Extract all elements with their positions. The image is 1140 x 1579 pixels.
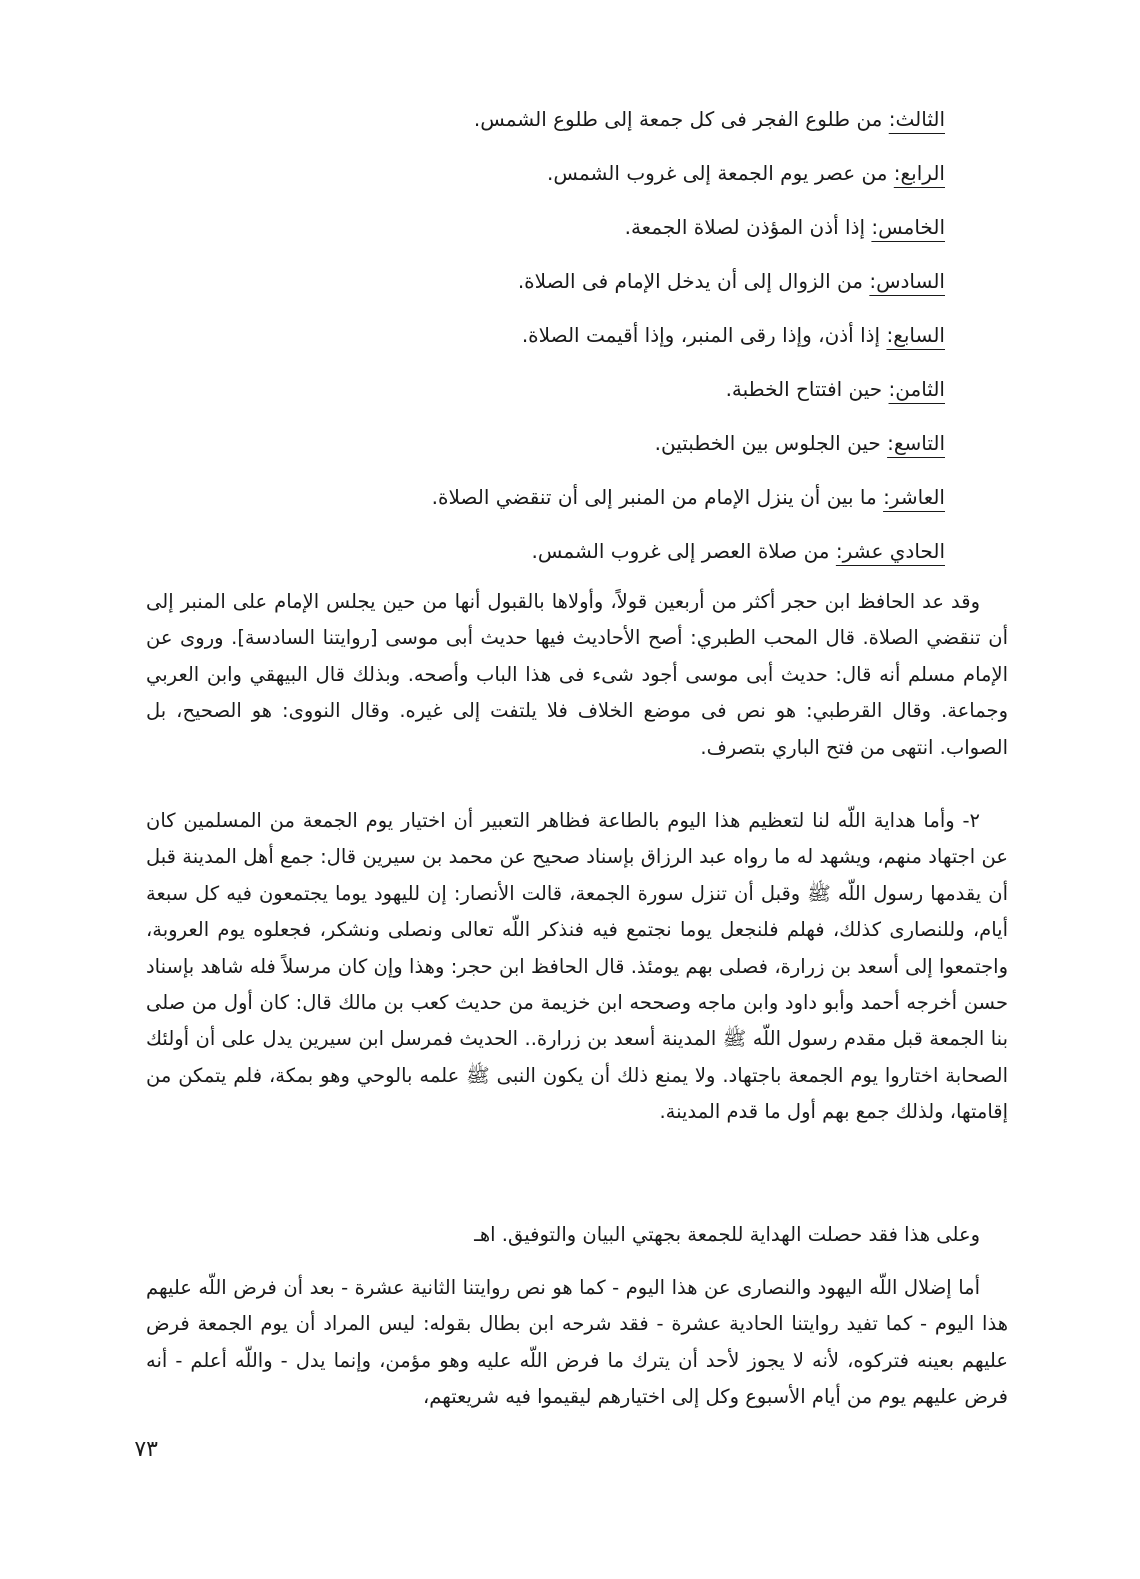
list-item-label: السادس:: [869, 269, 945, 293]
paragraph-conclusion: وعلى هذا فقد حصلت الهداية للجمعة بجهتي البيان والتوفيق. اهـ: [474, 1223, 980, 1246]
list-item-text: من صلاة العصر إلى غروب الشمس.: [531, 539, 836, 563]
list-item-text: حين الجلوس بين الخطبتين.: [654, 431, 888, 455]
list-item-label: الثامن:: [888, 377, 945, 401]
list-item-text: من الزوال إلى أن يدخل الإمام فى الصلاة.: [517, 269, 870, 293]
paragraph-ibn-hajar: وقد عد الحافظ ابن حجر أكثر من أربعين قولاً، وأولاها بالقبول أنها من حين يجلس الإمام على المنبر إلى أن تنقضي الصلاة. قال المحب الطبري: أصح الأحاديث فيها حديث أبى موسى [روايتنا السادسة]. وروى عن الإمام مسلم أنه قال: حديث أبى موسى أجود شىء فى هذا الباب وأصحه. وبذلك قال البيهقي وابن العربي وجماعة. وقال القرطبي: هو نص فى موضع الخلاف فلا يلتفت إلى غيره. وقال النووى: هو الصحيح، بل الصواب. انتهى من فتح الباري بتصرف.: [146, 590, 1008, 759]
list-item-text: حين افتتاح الخطبة.: [725, 377, 889, 401]
list-item-text: إذا أذن، وإذا رقى المنبر، وإذا أقيمت الصلاة.: [521, 323, 887, 347]
list-item: [145, 308, 945, 362]
list-item: [145, 254, 945, 308]
list-item: [145, 362, 945, 416]
list-item: [145, 416, 945, 470]
hours-list: [145, 92, 945, 578]
paragraph-misguidance: أما إضلال اللّه اليهود والنصارى عن هذا اليوم - كما هو نص روايتنا الثانية عشرة - بعد أن فرض اللّه عليهم هذا اليوم - كما تفيد روايتنا الحادية عشرة - فقد شرحه ابن بطال بقوله: ليس المراد أن يوم الجمعة فرض عليهم بعينه فتركوه، لأنه لا يجوز لأحد أن يترك ما فرض اللّه عليه وهو مؤمن، وإنما يدل - واللّه أعلم - أنه فرض عليهم يوم من أيام الأسبوع وكل إلى اختيارهم ليقيموا فيه شريعتهم،: [146, 1276, 1008, 1409]
list-item-label: التاسع:: [887, 431, 945, 455]
list-item-label: السابع:: [886, 323, 945, 347]
list-item-text: إذا أذن المؤذن لصلاة الجمعة.: [624, 215, 872, 239]
list-item-label: الحادي عشر:: [835, 539, 945, 563]
list-item: [145, 524, 945, 578]
list-item-text: ما بين أن ينزل الإمام من المنبر إلى أن تنقضي الصلاة.: [431, 485, 884, 509]
list-item-label: الثالث:: [888, 107, 945, 131]
list-item: [145, 200, 945, 254]
list-item-label: العاشر:: [883, 485, 945, 509]
paragraph-guidance: ٢- وأما هداية اللّه لنا لتعظيم هذا اليوم بالطاعة فظاهر التعبير أن اختيار يوم الجمعة من المسلمين كان عن اجتهاد منهم، ويشهد له ما رواه عبد الرزاق بإسناد صحيح عن محمد بن سيرين قال: جمع أهل المدينة قبل أن يقدمها رسول اللّه ﷺ وقبل أن تنزل سورة الجمعة، قالت الأنصار: إن لليهود يوما يجتمعون فيه كل سبعة أيام، وللنصارى كذلك، فهلم فلنجعل يوما نجتمع فيه فنذكر اللّه تعالى ونصلى ونشكر، فجعلوه يوم العروبة، واجتمعوا إلى أسعد بن زرارة، فصلى بهم يومئذ. قال الحافظ ابن حجر: وهذا وإن كان مرسلاً فله شاهد بإسناد حسن أخرجه أحمد وأبو داود وابن ماجه وصححه ابن خزيمة من حديث كعب بن مالك قال: كان أول من صلى بنا الجمعة قبل مقدم رسول اللّه ﷺ المدينة أسعد بن زرارة.. الحديث فمرسل ابن سيرين يدل على أن أولئك الصحابة اختاروا يوم الجمعة باجتهاد. ولا يمنع ذلك أن يكون النبى ﷺ علمه بالوحي وهو بمكة، فلم يتمكن من إقامتها، ولذلك جمع بهم أول ما قدم المدينة.: [146, 809, 1008, 1124]
page-number: ٧٣: [134, 1437, 158, 1462]
list-item: [145, 470, 945, 524]
list-item-label: الخامس:: [871, 215, 945, 239]
list-item-label: الرابع:: [893, 161, 945, 185]
list-item-text: من عصر يوم الجمعة إلى غروب الشمس.: [547, 161, 894, 185]
list-item: [145, 146, 945, 200]
list-item: [145, 92, 945, 146]
list-item-text: من طلوع الفجر فى كل جمعة إلى طلوع الشمس.: [473, 107, 889, 131]
